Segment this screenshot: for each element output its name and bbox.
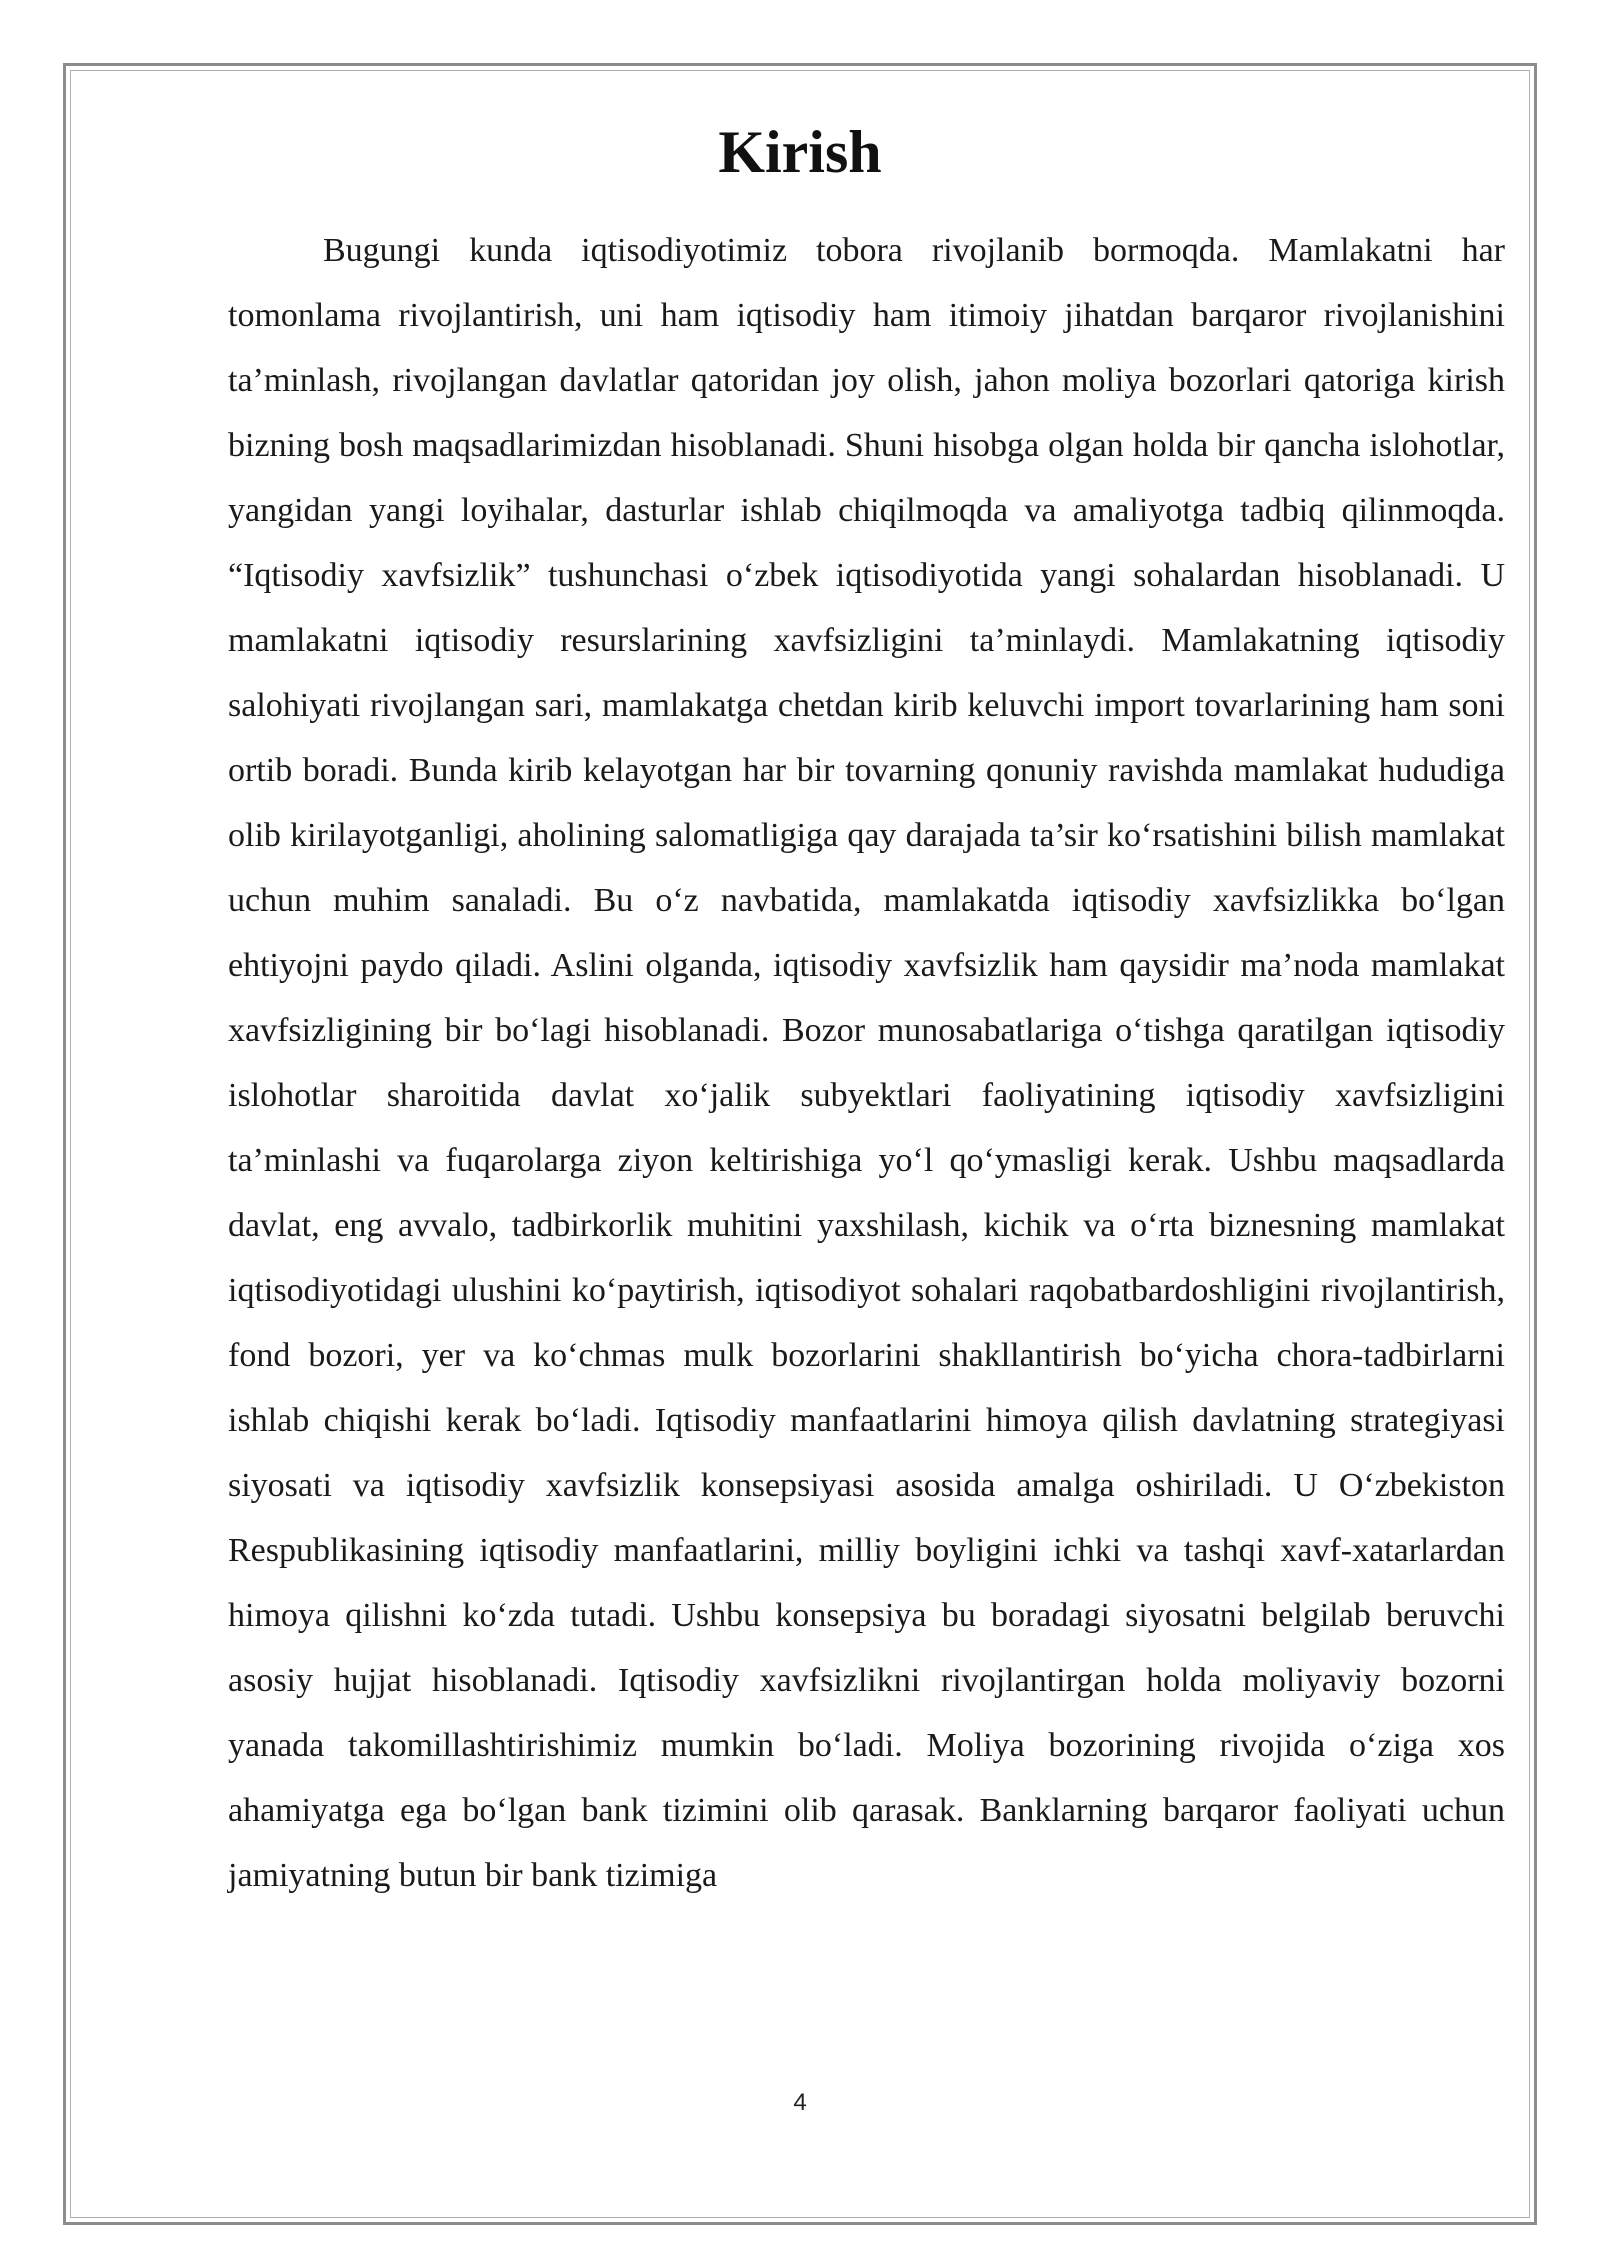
page-title: Kirish xyxy=(718,119,882,185)
body-paragraph: Bugungi kunda iqtisodiyotimiz tobora rivojlanib bormoqda. Mamlakatni har tomonlama rivojlantirish, uni ham iqtisodiy ham itimoiy jihatdan barqaror rivojlanishini ta’minlash, rivojlangan davlatlar qatoridan joy olish, jahon moliya bozorlari qatoriga kirish bizning bosh maqsadlarimizdan hisoblanadi. Shuni hisobga olgan holda bir qancha islohotlar, yangidan yangi loyihalar, dasturlar ishlab chiqilmoqda va amaliyotga tadbiq qilinmoqda. “Iqtisodiy xavfsizlik” tushunchasi o‘zbek iqtisodiyotida yangi sohalardan hisoblanadi. U mamlakatni iqtisodiy resurslarining xavfsizligini ta’minlaydi. Mamlakatning iqtisodiy salohiyati rivojlangan sari, mamlakatga chetdan kirib keluvchi import tovarlarining ham soni ortib boradi. Bunda kirib kelayotgan har bir tovarning qonuniy ravishda mamlakat hududiga olib kirilayotganligi, aholining salomatligiga qay darajada ta’sir ko‘rsatishini bilish mamlakat uchun muhim sanaladi. Bu o‘z navbatida, mamlakatda iqtisodiy xavfsizlikka bo‘lgan ehtiyojni paydo qiladi. Aslini olganda, iqtisodiy xavfsizlik ham qaysidir ma’noda mamlakat xavfsizligining bir bo‘lagi hisoblanadi. Bozor munosabatlariga o‘tishga qaratilgan iqtisodiy islohotlar sharoitida davlat xo‘jalik subyektlari faoliyatining iqtisodiy xavfsizligini ta’minlashi va fuqarolarga ziyon keltirishiga yo‘l qo‘ymasligi kerak. Ushbu maqsadlarda davlat, eng avvalo, tadbirkorlik muhitini yaxshilash, kichik va o‘rta biznesning mamlakat iqtisodiyotidagi ulushini ko‘paytirish, iqtisodiyot sohalari raqobatbardoshligini rivojlantirish, fond bozori, yer va ko‘chmas mulk bozorlarini shakllantirish bo‘yicha chora-tadbirlarni ishlab chiqishi kerak bo‘ladi. Iqtisodiy manfaatlarini himoya qilish davlatning strategiyasi siyosati va iqtisodiy xavfsizlik konsepsiyasi asosida amalga oshiriladi. U O‘zbekiston Respublikasining iqtisodiy manfaatlarini, milliy boyligini ichki va tashqi xavf-xatarlardan himoya qilishni ko‘zda tutadi. Ushbu konsepsiya bu boradagi siyosatni belgilab beruvchi asosiy hujjat hisoblanadi. Iqtisodiy xavfsizlikni rivojlantirgan holda moliyaviy bozorni yanada takomillashtirishimiz mumkin bo‘ladi. Moliya bozorining rivojida o‘ziga xos ahamiyatga ega bo‘lgan bank tizimini olib qarasak. Banklarning barqaror faoliyati uchun jamiyatning butun bir bank tizimiga xyxy=(228,232,1505,1894)
page-number: 4 xyxy=(793,2089,807,2116)
